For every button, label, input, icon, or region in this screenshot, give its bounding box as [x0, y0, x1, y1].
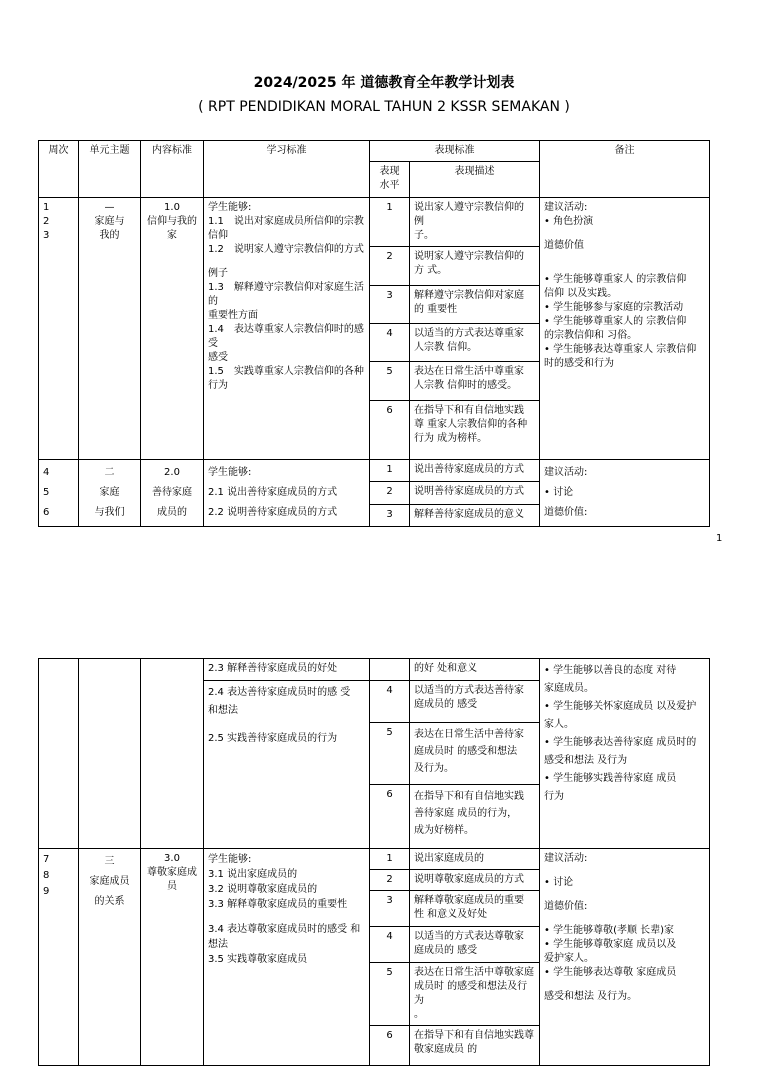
learning-cell [204, 460, 370, 527]
header-learning: 学习标准 [204, 141, 370, 198]
standard-cell [141, 198, 204, 460]
standard-text: 信仰与我的家 [147, 216, 197, 241]
notes-text: 道德价值 [544, 240, 584, 251]
notes-text: • 学生能够参与家庭的宗教活动 [544, 302, 684, 313]
week-number: 7 [43, 854, 50, 865]
standard-text: 3.0 [164, 853, 180, 864]
descriptor-line: 以适当的方式表达善待家 [414, 685, 524, 696]
unit-text: 三 [104, 856, 115, 867]
level-number: 2 [370, 870, 410, 891]
learning-cell [204, 849, 370, 1066]
descriptor-line: 例 [414, 216, 424, 227]
descriptor-line: 解释尊敬家庭成员的重要 [414, 895, 524, 906]
level-descriptor [410, 1026, 540, 1066]
week-number: 3 [43, 230, 50, 241]
learning-text: 1.3 解释遵守宗教信仰对家庭生活的 [208, 282, 364, 307]
descriptor-line: 解释遵守宗教信仰对家庭 [414, 290, 524, 301]
level-number: 6 [370, 1026, 410, 1066]
notes-text: • 学生能够关怀家庭成员 以及爱护 [544, 701, 697, 712]
descriptor-line: 在指导下和有自信地实践 [414, 405, 524, 416]
descriptor-line: 以适当的方式表达尊敬家 [414, 931, 524, 942]
standard-text: 善待家庭 [152, 487, 192, 498]
level-number: 1 [370, 849, 410, 870]
learning-text: 1.5 实践尊重家人宗教信仰的各种行为 [208, 366, 364, 391]
descriptor-line: 在指导下和有自信地实践 [414, 791, 524, 802]
learning-text: 3.3 解释尊敬家庭成员的重要性 [208, 899, 348, 910]
level-descriptor [410, 482, 540, 504]
learning-text: 2.2 说明善待家庭成员的方式 [208, 507, 338, 518]
descriptor-line: 解释善待家庭成员的意义 [414, 508, 524, 520]
header-unit: 单元主题 [79, 141, 141, 198]
descriptor-line: 表达在日常生活中善待家 [414, 729, 524, 740]
level-number: 3 [370, 286, 410, 324]
header-standard: 内容标准 [141, 141, 204, 198]
notes-text: 家庭成员。 [544, 683, 594, 694]
unit-text: 的关系 [94, 896, 125, 907]
week-number: 8 [43, 870, 50, 881]
level-number: 6 [370, 401, 410, 460]
level-number: 6 [370, 785, 410, 849]
level-number: 1 [370, 198, 410, 247]
header-performance: 表现标准 [370, 141, 540, 162]
week-number: 2 [43, 216, 50, 227]
notes-text: • 学生能够尊重家人 的宗教信仰 [544, 274, 687, 285]
page-subtitle: ( RPT PENDIDIKAN MORAL TAHUN 2 KSSR SEMAKAN ) [198, 99, 570, 115]
standard-text: 成员的 [157, 507, 187, 518]
level-descriptor [410, 681, 540, 723]
notes-text: • 学生能够以善良的态度 对待 [544, 665, 677, 676]
learning-text: 3.1 说出家庭成员的 [208, 869, 298, 880]
learning-text: 学生能够: [208, 202, 252, 213]
level-descriptor [410, 198, 540, 247]
learning-text: 学生能够: [208, 854, 252, 865]
week-number: 1 [43, 202, 50, 213]
plan-table-page1 [38, 140, 710, 527]
notes-text: 建议活动: [544, 202, 588, 213]
level-number: 4 [370, 927, 410, 963]
notes-text: 信仰 以及实践。 [544, 288, 618, 299]
level-descriptor [410, 963, 540, 1026]
unit-text: 家庭 [99, 487, 120, 498]
learning-text: 感受 [208, 352, 228, 363]
notes-text: 感受和想法 及行为 [544, 755, 628, 766]
notes-text: 建议活动: [544, 467, 588, 478]
header-notes: 备注 [540, 141, 710, 198]
level-number: 2 [370, 482, 410, 504]
learning-text: 学生能够: [208, 467, 252, 478]
learning-cell [204, 198, 370, 460]
descriptor-line: 以适当的方式表达尊重家 [414, 328, 524, 339]
unit-cell [79, 659, 141, 849]
notes-text: • 讨论 [544, 487, 574, 498]
descriptor-line: 表达在日常生活中尊重家 [414, 366, 524, 377]
notes-cell [540, 659, 710, 849]
standard-text: 2.0 [164, 467, 180, 478]
week-number: 6 [43, 507, 50, 518]
notes-text: • 学生能够表达善待家庭 成员时的 [544, 737, 697, 748]
level-descriptor [410, 504, 540, 526]
descriptor-line: 说明家人遵守宗教信仰的 [414, 251, 524, 262]
learning-text: 1.2 说明家人遵守宗教信仰的方式 [208, 244, 364, 255]
level-descriptor [410, 849, 540, 870]
level-descriptor [410, 460, 540, 482]
learning-text: 2.1 说出善待家庭成员的方式 [208, 487, 338, 498]
standard-cell [141, 659, 204, 849]
level-number: 4 [370, 681, 410, 723]
descriptor-line: 人宗教 信仰时的感受。 [414, 380, 518, 391]
unit-text: 我的 [99, 230, 120, 241]
learning-text: 重要性方面 [208, 310, 258, 321]
descriptor-line: 庭成员的 感受 [414, 699, 478, 710]
week-number: 9 [43, 886, 50, 897]
level-number: 4 [370, 324, 410, 362]
descriptor-line: 子。 [414, 230, 434, 241]
unit-cell [79, 849, 141, 1066]
level-descriptor [410, 927, 540, 963]
notes-text: • 角色扮演 [544, 216, 594, 227]
level-descriptor [410, 286, 540, 324]
notes-cell [540, 460, 710, 527]
notes-text: 建议活动: [544, 853, 588, 864]
descriptor-line: 行为 成为榜样。 [414, 433, 488, 444]
level-number: 2 [370, 247, 410, 286]
week-number: 4 [43, 467, 50, 478]
notes-text: 爱护家人。 [544, 953, 594, 964]
week-number: 5 [43, 487, 50, 498]
descriptor-line: 性 和意义及好处 [414, 909, 488, 920]
notes-text: 的宗教信仰和 习俗。 [544, 330, 638, 341]
notes-text: • 学生能够尊重家人的 宗教信仰 [544, 316, 687, 327]
descriptor-line: 方 式。 [414, 265, 448, 276]
unit-text: — [104, 202, 115, 213]
week-cell [39, 659, 79, 849]
learning-text: 2.3 解释善待家庭成员的好处 [208, 663, 338, 674]
page-title: 2024/2025 年 道德教育全年教学计划表 [253, 75, 515, 91]
learning-cell [204, 681, 370, 849]
learning-text: 2.4 表达善待家庭成员时的感 受 [208, 687, 351, 698]
level-number: 5 [370, 963, 410, 1026]
level-number [370, 659, 410, 681]
notes-text: 道德价值: [544, 901, 588, 912]
unit-text: 与我们 [94, 507, 125, 518]
level-descriptor [410, 659, 540, 681]
descriptor-line: 人宗教 信仰。 [414, 342, 478, 353]
level-descriptor [410, 362, 540, 401]
level-descriptor [410, 324, 540, 362]
level-number: 5 [370, 723, 410, 785]
descriptor-line: 的 重要性 [414, 304, 458, 315]
descriptor-line: 的好 处和意义 [414, 663, 478, 674]
level-descriptor [410, 870, 540, 891]
notes-cell [540, 198, 710, 460]
page-number: 1 [716, 533, 723, 544]
plan-table-page2 [38, 658, 710, 1066]
notes-text: • 学生能够尊敬家庭 成员以及 [544, 939, 677, 950]
descriptor-line: 表达在日常生活中尊敬家庭成员时 的感受和想法及行为 [414, 967, 534, 1006]
level-number: 3 [370, 504, 410, 526]
learning-text: 1.1 说出对家庭成员所信仰的宗教 [208, 216, 364, 227]
notes-text: • 学生能够实践善待家庭 成员 [544, 773, 677, 784]
learning-cell [204, 659, 370, 681]
unit-cell [79, 460, 141, 527]
header-week: 周次 [39, 141, 79, 198]
learning-text: 信仰 [208, 230, 228, 241]
level-descriptor [410, 723, 540, 785]
header-level: 表现 水平 [370, 162, 410, 198]
notes-text: 行为 [544, 791, 564, 802]
descriptor-line: 善待家庭 成员的行为， [414, 808, 518, 819]
notes-text: 家人。 [544, 719, 574, 730]
descriptor-line: 及行为。 [414, 763, 454, 774]
unit-text: 家庭与 [94, 216, 125, 227]
learning-text: 3.5 实践尊敬家庭成员 [208, 954, 308, 965]
week-cell [39, 460, 79, 527]
descriptor-line: 。 [414, 1009, 424, 1020]
level-descriptor [410, 891, 540, 927]
learning-text: 和想法 [208, 705, 238, 716]
notes-text: 感受和想法 及行为。 [544, 991, 638, 1002]
standard-cell [141, 849, 204, 1066]
level-descriptor [410, 247, 540, 286]
learning-text: 3.4 表达尊敬家庭成员时的感受 和想法 [208, 924, 361, 950]
standard-text: 尊敬家庭成员 [147, 867, 197, 892]
level-number: 1 [370, 460, 410, 482]
header-descriptor: 表现描述 [410, 162, 540, 198]
level-descriptor [410, 401, 540, 460]
descriptor-line: 成为好榜样。 [414, 825, 474, 836]
standard-cell [141, 460, 204, 527]
descriptor-line: 说明善待家庭成员的方式 [414, 486, 524, 498]
notes-cell [540, 849, 710, 1066]
level-number: 3 [370, 891, 410, 927]
learning-text: 例子 [208, 268, 228, 279]
standard-text: 1.0 [164, 202, 180, 213]
descriptor-line: 在指导下和有自信地实践尊敬家庭成员 的 [414, 1030, 534, 1055]
notes-text: 道德价值: [544, 507, 588, 518]
week-cell [39, 198, 79, 460]
notes-text: • 学生能够表达尊重家人 宗教信仰时的感受和行为 [544, 344, 697, 369]
level-number: 5 [370, 362, 410, 401]
learning-text: 2.5 实践善待家庭成员的行为 [208, 733, 338, 744]
week-cell [39, 849, 79, 1066]
descriptor-line: 尊 重家人宗教信仰的各种 [414, 419, 528, 430]
descriptor-line: 说出善待家庭成员的方式 [414, 464, 524, 475]
learning-text: 3.2 说明尊敬家庭成员的 [208, 884, 318, 895]
unit-cell [79, 198, 141, 460]
notes-text: • 学生能够尊敬(孝顺 长辈)家 [544, 925, 675, 936]
notes-text: • 讨论 [544, 877, 574, 888]
notes-text: • 学生能够表达尊敬 家庭成员 [544, 967, 677, 978]
learning-text: 1.4 表达尊重家人宗教信仰时的感受 [208, 324, 364, 349]
unit-text: 家庭成员 [89, 876, 130, 887]
descriptor-line: 说出家庭成员的 [414, 853, 484, 864]
unit-text: 二 [104, 467, 115, 478]
descriptor-line: 说明尊敬家庭成员的方式 [414, 874, 524, 885]
descriptor-line: 说出家人遵守宗教信仰的 [414, 202, 524, 213]
descriptor-line: 庭成员时 的感受和想法 [414, 746, 518, 757]
level-descriptor [410, 785, 540, 849]
descriptor-line: 庭成员的 感受 [414, 945, 478, 956]
